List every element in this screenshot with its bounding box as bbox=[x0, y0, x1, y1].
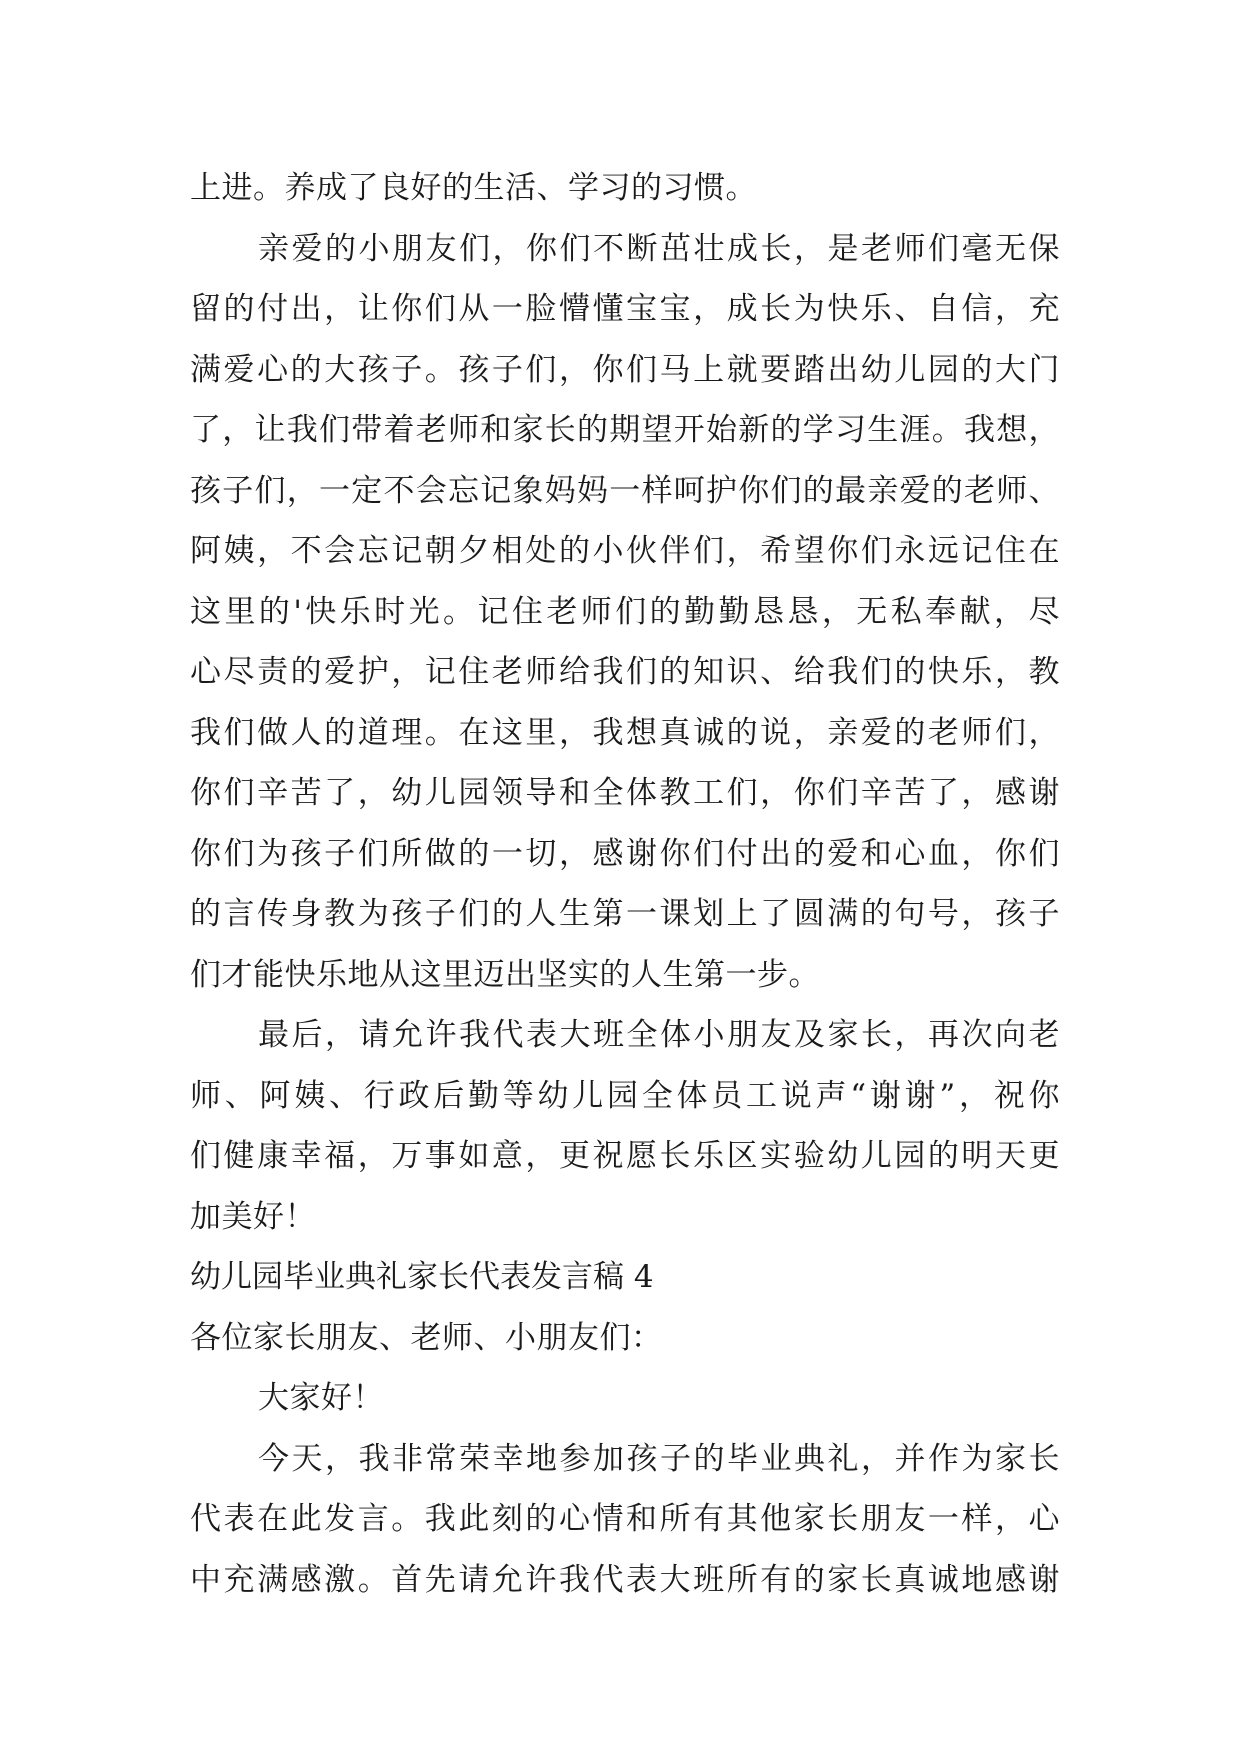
paragraph-line: 师、阿姨、行政后勤等幼儿园全体员工说声“谢谢”，祝你 bbox=[190, 1077, 1060, 1114]
paragraph-line: 代表在此发言。我此刻的心情和所有其他家长朋友一样，心 bbox=[190, 1501, 1060, 1537]
paragraph-line: 你们辛苦了，幼儿园领导和全体教工们，你们辛苦了，感谢 bbox=[190, 775, 1060, 811]
paragraph-line: 满爱心的大孩子。孩子们，你们马上就要踏出幼儿园的大门 bbox=[190, 351, 1060, 388]
paragraph-line: 我们做人的道理。在这里，我想真诚的说，亲爱的老师们， bbox=[190, 714, 1060, 751]
paragraph-line: 你们为孩子们所做的一切，感谢你们付出的爱和心血，你们 bbox=[190, 835, 1060, 872]
paragraph-line: 最后，请允许我代表大班全体小朋友及家长，再次向老 bbox=[258, 1017, 1060, 1053]
paragraph-line: 上进。养成了良好的生活、学习的习惯。 bbox=[190, 170, 757, 206]
greeting-line: 大家好！ bbox=[258, 1380, 384, 1416]
paragraph-line: 中充满感激。首先请允许我代表大班所有的家长真诚地感谢 bbox=[190, 1561, 1060, 1598]
paragraph-line: 阿姨，不会忘记朝夕相处的小伙伴们，希望你们永远记住在 bbox=[190, 533, 1060, 569]
salutation-line: 各位家长朋友、老师、小朋友们： bbox=[190, 1319, 663, 1356]
paragraph-line: 今天，我非常荣幸地参加孩子的毕业典礼，并作为家长 bbox=[258, 1440, 1060, 1477]
paragraph-line: 心尽责的爱护，记住老师给我们的知识、给我们的快乐，教 bbox=[190, 654, 1060, 690]
paragraph-line: 孩子们，一定不会忘记象妈妈一样呵护你们的最亲爱的老师、 bbox=[190, 472, 1060, 509]
paragraph-line: 加美好！ bbox=[190, 1198, 316, 1235]
paragraph-line: 了，让我们带着老师和家长的期望开始新的学习生涯。我想， bbox=[190, 412, 1060, 448]
paragraph-line: 们才能快乐地从这里迈出坚实的人生第一步。 bbox=[190, 956, 820, 993]
document-body bbox=[190, 158, 1060, 1610]
paragraph-line: 这里的'快乐时光。记住老师们的勤勤恳恳，无私奉献，尽 bbox=[190, 593, 1060, 630]
paragraph-line: 们健康幸福，万事如意，更祝愿长乐区实验幼儿园的明天更 bbox=[190, 1138, 1060, 1174]
section-title: 幼儿园毕业典礼家长代表发言稿 4 bbox=[190, 1259, 654, 1295]
paragraph-line: 的言传身教为孩子们的人生第一课划上了圆满的句号，孩子 bbox=[190, 896, 1060, 932]
paragraph-line: 亲爱的小朋友们，你们不断茁壮成长，是老师们毫无保 bbox=[258, 230, 1060, 267]
paragraph-line: 留的付出，让你们从一脸懵懂宝宝，成长为快乐、自信，充 bbox=[190, 291, 1060, 327]
